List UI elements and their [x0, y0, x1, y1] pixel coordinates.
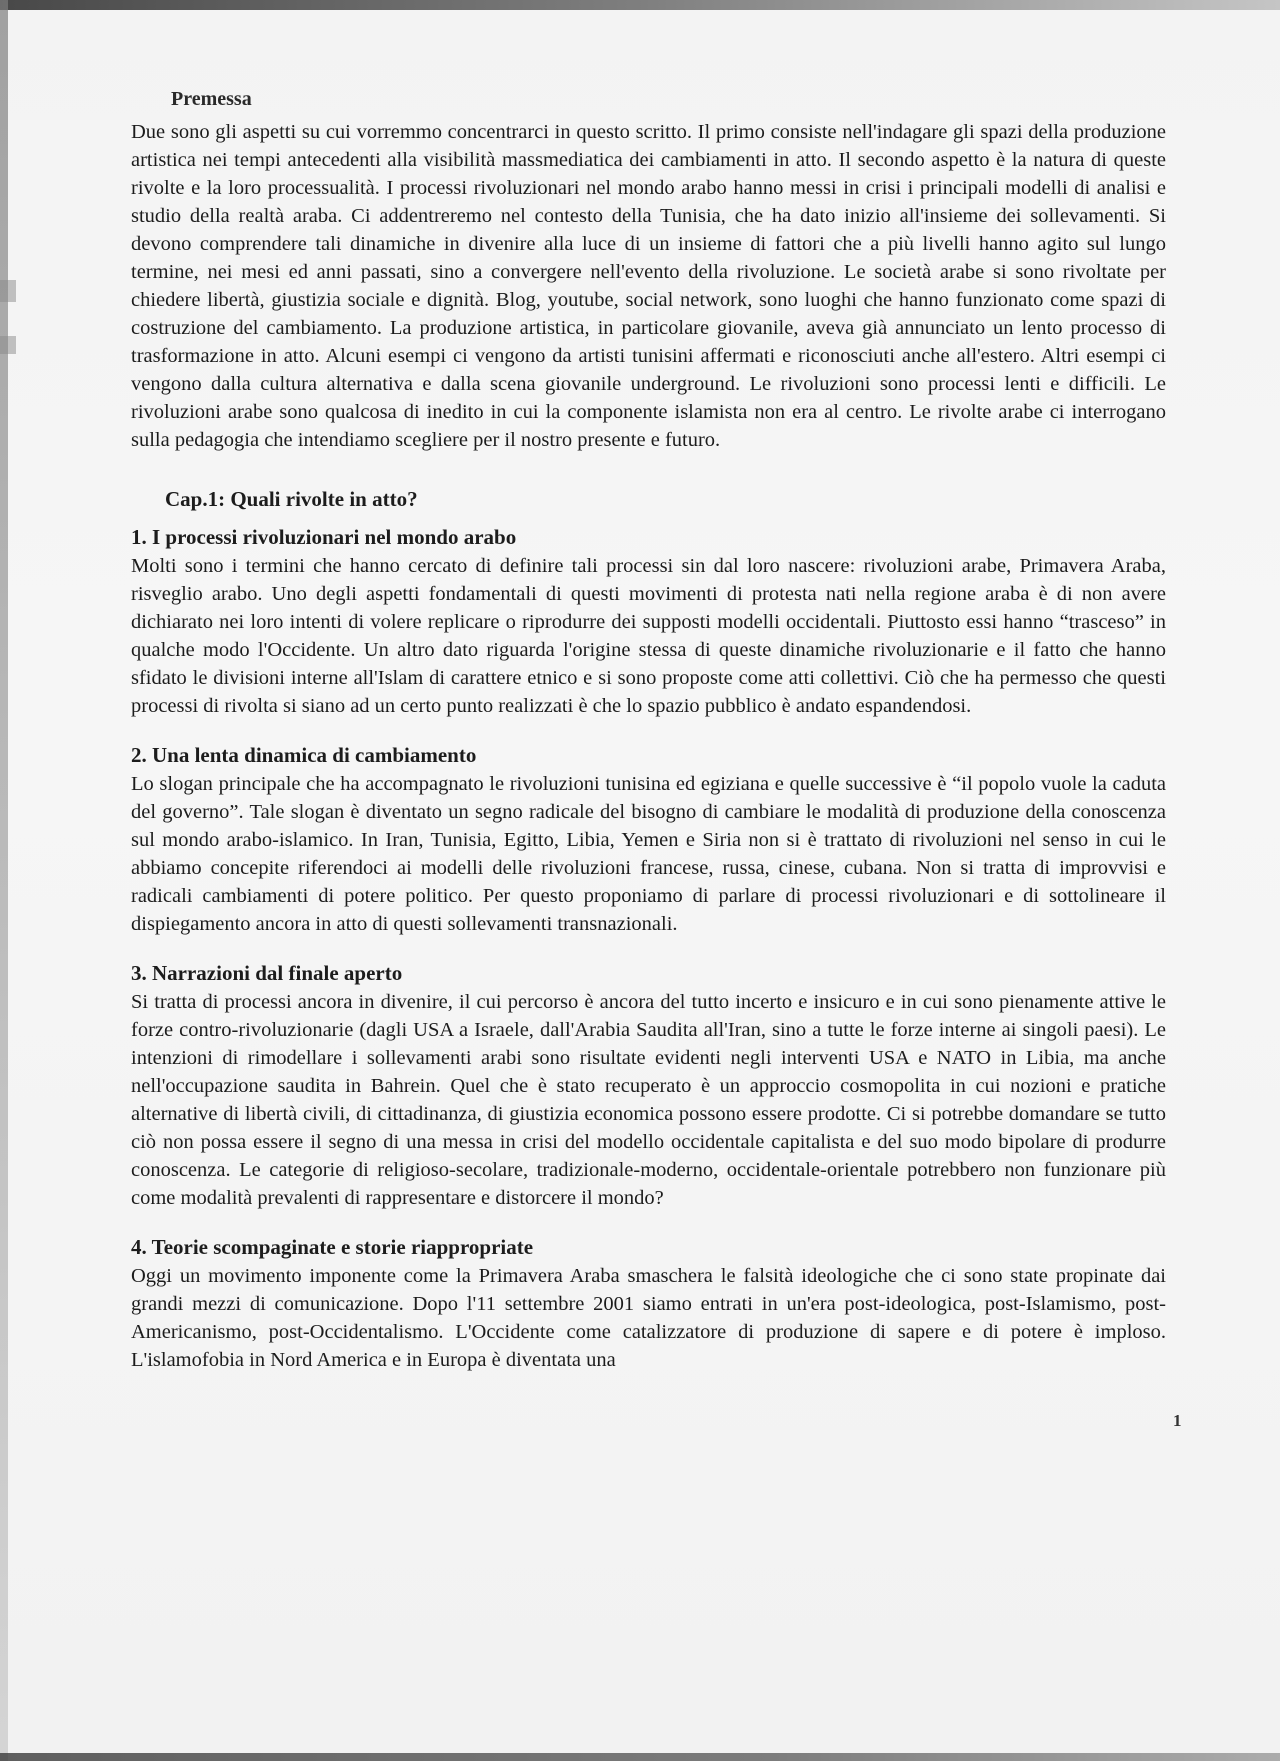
page-number: 1: [1173, 1411, 1182, 1430]
section-paragraph: Si tratta di processi ancora in divenire, il cui percorso è ancora del tutto incerto e insicuro e in cui sono pienamente attive le forze contro-rivoluzionarie (dagli USA a Israele, dall'Arabia Saudita all'Iran, sino a tutte le forze interne ai singoli paesi). Le intenzioni di rimodellare i sollevamenti arabi sono risultate evidenti negli interventi USA e NATO in Libia, ma anche nell'occupazione saudita in Bahrein. Quel che è stato recuperato è un approccio cosmopolita in cui nozioni e pratiche alternative di libertà civili, di cittadinanza, di giustizia economica possono essere prodotte. Ci si potrebbe domandare se tutto ciò non possa essere il segno di una messa in crisi del modello occidentale capitalista e del suo modo bipolare di produrre conoscenza. Le categorie di religioso-secolare, tradizionale-moderno, occidentale-orientale potrebbero non funzionare più come modalità prevalenti di rappresentare e distorcere il mondo?: [131, 991, 1166, 1209]
section-1: [131, 522, 1166, 720]
section-paragraph: Molti sono i termini che hanno cercato di definire tali processi sin dal loro nascere: rivoluzioni arabe, Primavera Araba, risveglio arabo. Uno degli aspetti fondamentali di questi movimenti di protesta nati nella regione araba è di non avere dichiarato nei loro intenti di volere replicare o riprodurre dei supposti modelli occidentali. Piuttosto essi hanno “trasceso” in qualche modo l'Occidente. Un altro dato riguarda l'origine stessa di queste dinamiche rivoluzionarie e il fatto che hanno sfidato le divisioni interne all'Islam di carattere etnico e si sono proposte come atti collettivi. Ciò che ha permesso che questi processi di rivolta si siano ad un certo punto realizzati è che lo spazio pubblico è andato espandendosi.: [131, 555, 1166, 717]
scan-margin-mark: [0, 336, 16, 354]
scan-left-edge: [0, 0, 8, 1761]
scan-bottom-edge: [0, 1753, 1280, 1761]
section-heading: 3. Narrazioni dal finale aperto: [131, 961, 403, 985]
scan-top-edge: [0, 0, 1280, 10]
section-heading: 2. Una lenta dinamica di cambiamento: [131, 743, 477, 767]
premessa-paragraph: Due sono gli aspetti su cui vorremmo concentrarci in questo scritto. Il primo consiste nell'indagare gli spazi della produzione artistica nei tempi antecedenti alla visibilità massmediatica dei cambiamenti in atto. Il secondo aspetto è la natura di queste rivolte e la loro processualità. I processi rivoluzionari nel mondo arabo hanno messi in crisi i principali modelli di analisi e studio della realtà araba. Ci addentreremo nel contesto della Tunisia, che ha dato inizio all'insieme dei sollevamenti. Si devono comprendere tali dinamiche in divenire alla luce di un insieme di fattori che a più livelli hanno agito sul lungo termine, nei mesi ed anni passati, sino a convergere nell'evento della rivoluzione. Le società arabe si sono rivoltate per chiedere libertà, giustizia sociale e dignità. Blog, youtube, social network, sono luoghi che hanno funzionato come spazi di costruzione del cambiamento. La produzione artistica, in particolare giovanile, aveva già annunciato un lento processo di trasformazione in atto. Alcuni esempi ci vengono da artisti tunisini affermati e riconosciuti anche all'estero. Altri esempi ci vengono dalla cultura alternativa e dalla scena giovanile underground. Le rivoluzioni sono processi lenti e difficili. Le rivoluzioni arabe sono qualcosa di inedito in cui la componente islamista non era al centro. Le rivolte arabe ci interrogano sulla pedagogia che intendiamo scegliere per il nostro presente e futuro.: [131, 121, 1166, 451]
section-4: [131, 1232, 1166, 1374]
section-heading: 1. I processi rivoluzionari nel mondo arabo: [131, 525, 517, 549]
section-paragraph: Oggi un movimento imponente come la Primavera Araba smaschera le falsità ideologiche che ci sono state propinate dai grandi mezzi di comunicazione. Dopo l'11 settembre 2001 siamo entrati in un'era post-ideologica, post-Islamismo, post-Americanismo, post-Occidentalismo. L'Occidente come catalizzatore di produzione di sapere e di potere è imploso. L'islamofobia in Nord America e in Europa è diventata una: [131, 1265, 1166, 1371]
chapter-title: Cap.1: Quali rivolte in atto?: [165, 487, 418, 511]
document-body: [131, 84, 1166, 1394]
section-paragraph: Lo slogan principale che ha accompagnato le rivoluzioni tunisina ed egiziana e quelle successive è “il popolo vuole la caduta del governo”. Tale slogan è diventato un segno radicale del bisogno di cambiare le modalità di produzione della conoscenza sul mondo arabo-islamico. In Iran, Tunisia, Egitto, Libia, Yemen e Siria non si è trattato di rivoluzioni nel senso in cui le abbiamo concepite riferendoci ai modelli delle rivoluzioni francese, russa, cinese, cubana. Non si tratta di improvvisi e radicali cambiamenti di potere politico. Per questo proponiamo di parlare di processi rivoluzionari e di sottolineare il dispiegamento ancora in atto di questi sollevamenti transnazionali.: [131, 773, 1166, 935]
section-2: [131, 740, 1166, 938]
scan-margin-mark: [0, 280, 16, 302]
premessa-heading: Premessa: [171, 88, 252, 110]
section-heading: 4. Teorie scompaginate e storie riappropriate: [131, 1235, 534, 1259]
section-3: [131, 958, 1166, 1212]
